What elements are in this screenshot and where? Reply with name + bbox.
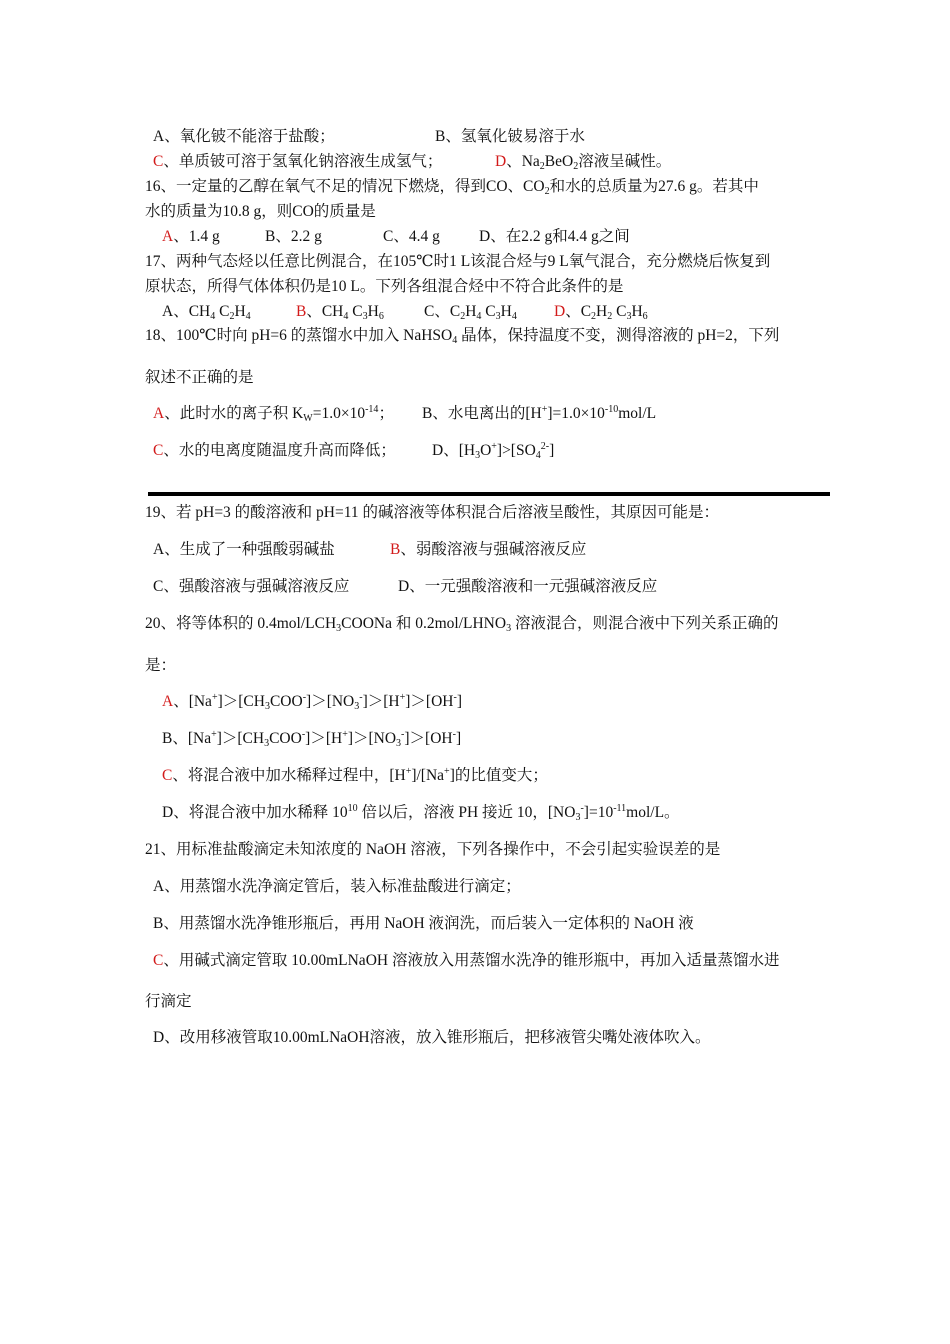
q18-option-d: D、$[H_3O^+]>[SO_4^{2-}]$ — [432, 441, 555, 461]
q20-stem-line1: 20、将等体积的 $0.4mol/LCH_3COONa$ 和 $0.2mol/LHNO_3$ 溶液混合，则混合液中下列关系正确的 — [145, 615, 779, 634]
q20-option-d: D、将混合液中加水稀释 $10^{10}$ 倍以后，溶液 PH 接近 10，$[NO_3^-]=10^{-11}mol/L$。 — [162, 803, 680, 823]
q17-stem-line1: 17、两种气态烃以任意比例混合，在105℃时1 L该混合烃与9 L氧气混合，充分燃烧后恢复到 — [145, 253, 771, 270]
section-divider — [148, 492, 830, 496]
q18-option-a: A、此时水的离子积 $K_W=1.0\times 10^{-14}$； — [153, 404, 394, 424]
q15-option-c: C、单质铍可溶于氢氧化钠溶液生成氢气； — [153, 153, 443, 170]
q16-option-d: D、在2.2 g和4.4 g之间 — [479, 228, 630, 245]
q21-option-d: D、改用移液管取10.00mLNaOH溶液，放入锥形瓶后，把移液管尖嘴处液体吹入。 — [153, 1029, 711, 1046]
q16-stem-line2: 水的质量为10.8 g，则CO的质量是 — [145, 203, 376, 220]
q18-option-b: B、水电离出的$[H^+]=1.0\times 10^{-10}mol/L$ — [422, 404, 657, 422]
q19-option-a: A、生成了一种强酸弱碱盐 — [153, 541, 335, 558]
q18-option-c: C、水的电离度随温度升高而降低； — [153, 442, 396, 459]
q18-stem-line2: 叙述不正确的是 — [145, 369, 254, 386]
q19-stem: 19、若 pH=3 的酸溶液和 pH=11 的碱溶液等体积混合后溶液呈酸性，其原因可能是： — [145, 504, 720, 521]
q20-option-b: B、$[Na^+]>[CH_3COO^-]>[H^+]>[NO_3^-]>[OH^-]$ — [162, 729, 462, 749]
q19-option-b: B、弱酸溶液与强碱溶液反应 — [390, 541, 587, 558]
q20-stem-line2: 是： — [145, 657, 177, 674]
q20-option-c: C、将混合液中加水稀释过程中，[H+]/[Na+]的比值变大； — [162, 766, 548, 784]
q21-option-c: C、用碱式滴定管取 10.00mLNaOH 溶液放入用蒸馏水洗净的锥形瓶中，再加入适量蒸馏水进 — [153, 952, 780, 969]
q17-stem-line2: 原状态，所得气体体积仍是10 L。下列各组混合烃中不符合此条件的是 — [145, 278, 624, 295]
q16-option-a: A、1.4 g — [162, 228, 220, 245]
q16-stem-line1: 16、一定量的乙醇在氧气不足的情况下燃烧，得到CO、$CO_2$和水的总质量为27.6 g。若其中 — [145, 178, 759, 197]
q20-option-a: A、$[Na^+]>[CH_3COO^-]>[NO_3^-]>[H^+]>[OH^-]$ — [162, 692, 462, 712]
q21-option-a: A、用蒸馏水洗净滴定管后，装入标准盐酸进行滴定； — [153, 878, 521, 895]
q19-option-c: C、强酸溶液与强碱溶液反应 — [153, 578, 350, 595]
q17-option-d: D、$C_2H_2$ $C_3H_6$ — [554, 303, 648, 322]
q21-option-b: B、用蒸馏水洗净锥形瓶后，再用 NaOH 液润洗，而后装入一定体积的 NaOH 液 — [153, 915, 694, 932]
q17-option-b: B、$CH_4$ $C_3H_6$ — [296, 303, 384, 322]
q15-option-b: B、氢氧化铍易溶于水 — [435, 128, 585, 145]
q18-stem-line1: 18、100℃时向 pH=6 的蒸馏水中加入 NaHSO$_4$ 晶体，保持温度不变，测得溶液的 pH=2，下列 — [145, 327, 780, 346]
q16-option-b: B、2.2 g — [265, 228, 322, 245]
q17-option-c: C、$C_2H_4$ $C_3H_4$ — [424, 303, 517, 322]
q21-stem: 21、用标准盐酸滴定未知浓度的 NaOH 溶液，下列各操作中，不会引起实验误差的是 — [145, 841, 721, 858]
q19-option-d: D、一元强酸溶液和一元强碱溶液反应 — [398, 578, 658, 595]
q15-option-d: D、$Na_2BeO_2$溶液呈碱性。 — [495, 153, 672, 172]
q15-option-a: A、氧化铍不能溶于盐酸； — [153, 128, 335, 145]
q17-option-a: A、$CH_4$ $C_2H_4$ — [162, 303, 251, 322]
q16-option-c: C、4.4 g — [383, 228, 440, 245]
q21-option-c-continued: 行滴定 — [145, 993, 192, 1010]
